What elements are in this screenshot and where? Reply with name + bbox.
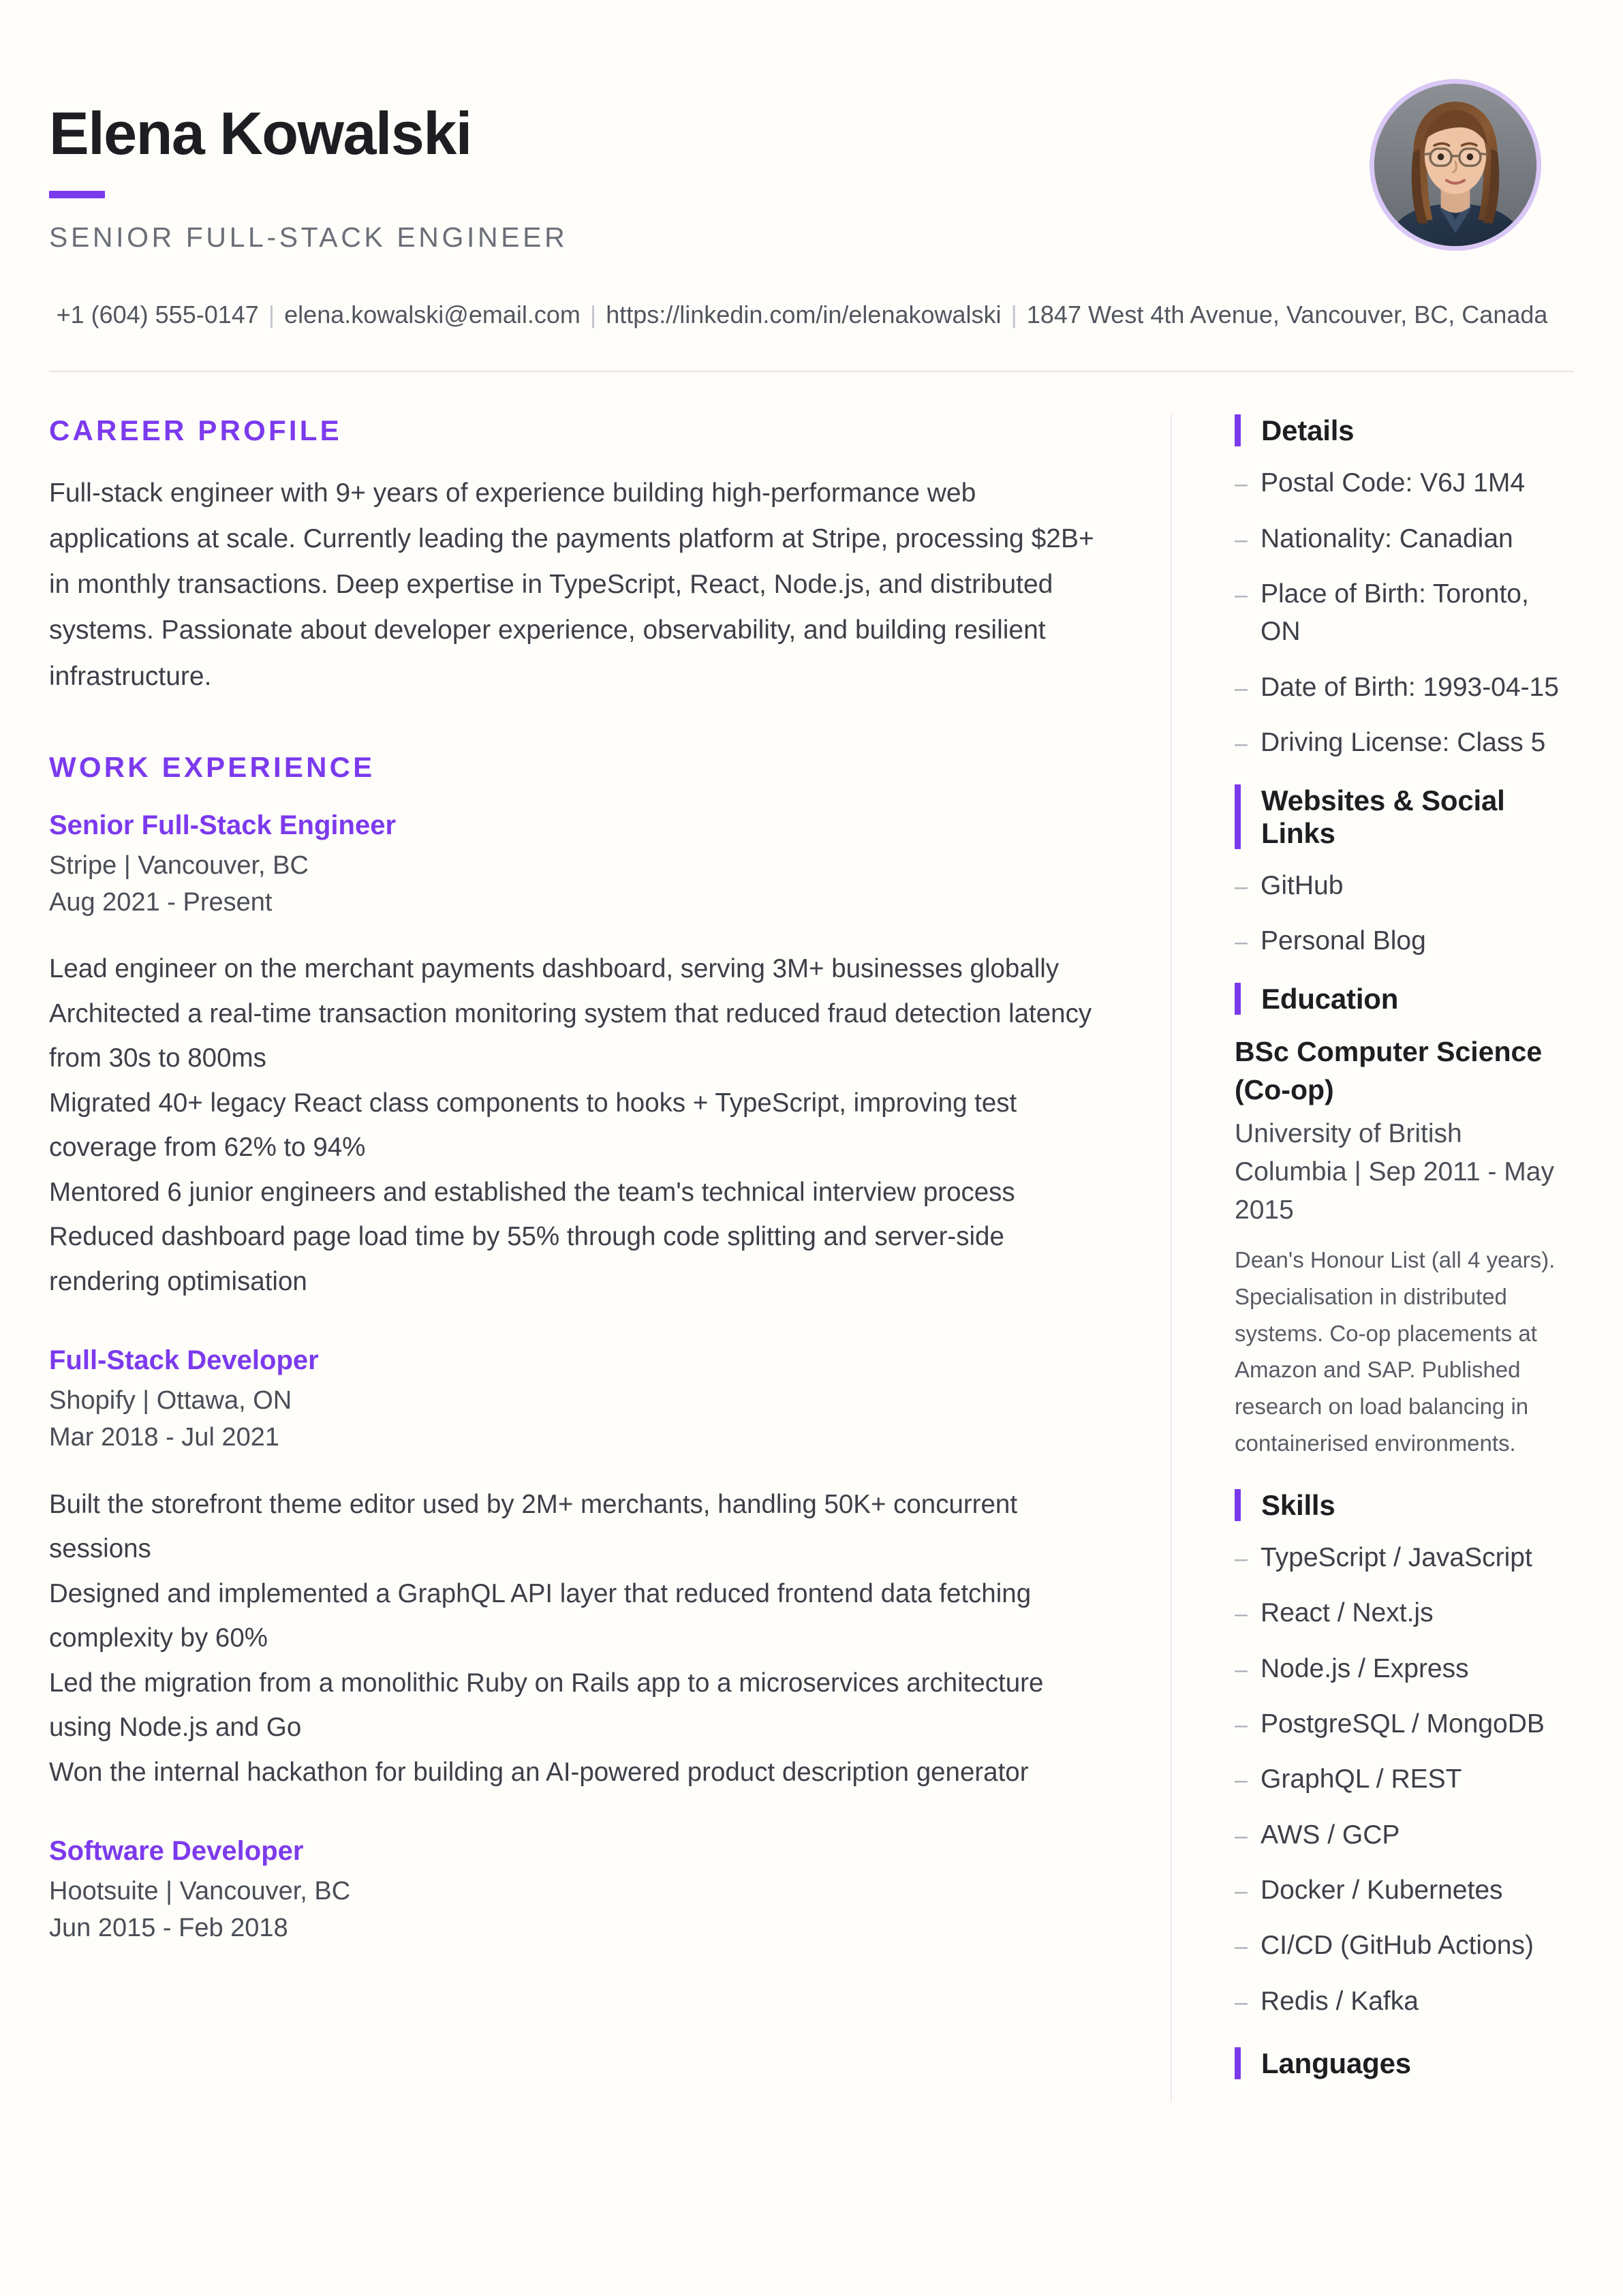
list-item <box>1235 1871 1567 1909</box>
work-experience-section <box>49 751 1096 1947</box>
languages-heading-label: Languages <box>1261 2047 1411 2080</box>
list-item[interactable] <box>1235 867 1567 904</box>
candidate-name: Elena Kowalski <box>49 100 472 167</box>
dash-icon: – <box>1235 1822 1248 1849</box>
contact-linkedin[interactable]: https://linkedin.com/in/elenakowalski <box>606 301 1002 329</box>
details-section <box>1235 414 1567 761</box>
dash-icon: – <box>1235 731 1248 757</box>
skills-section <box>1235 1489 1567 2020</box>
websites-list <box>1235 867 1567 960</box>
job-company-location: Stripe | Vancouver, BC <box>49 851 309 880</box>
languages-section <box>1235 2047 1567 2079</box>
avatar <box>1370 79 1541 251</box>
job-role: Software Developer <box>49 1835 304 1866</box>
list-item <box>1235 1539 1567 1576</box>
details-list <box>1235 464 1567 761</box>
websites-heading <box>1235 784 1567 848</box>
skill-value: PostgreSQL / MongoDB <box>1261 1709 1545 1739</box>
list-item <box>1235 520 1567 557</box>
dash-icon: – <box>1235 1711 1248 1738</box>
job-entry <box>49 807 1096 1304</box>
dash-icon: – <box>1235 1767 1248 1794</box>
dash-icon: – <box>1235 928 1248 955</box>
skill-value: Redis / Kafka <box>1261 1986 1419 2016</box>
list-item <box>1235 1816 1567 1854</box>
dash-icon: – <box>1235 1545 1248 1572</box>
dash-icon: – <box>1235 1601 1248 1627</box>
career-profile-text: Full-stack engineer with 9+ years of experience building high-performance web applications at scale. Currently leading the payments platform at Stripe, processing $2B+ in monthly transactions. Deep expertise in TypeScript, React, Node.js, and distributed systems. Passionate about developer experience, observability, and building resilient infrastructure. <box>49 478 1094 691</box>
skill-value: TypeScript / JavaScript <box>1261 1542 1532 1572</box>
list-item <box>1235 1705 1567 1743</box>
skill-value: AWS / GCP <box>1261 1820 1400 1850</box>
details-heading-label: Details <box>1261 414 1355 447</box>
languages-heading <box>1235 2047 1567 2079</box>
detail-value: Date of Birth: 1993-04-15 <box>1261 672 1559 702</box>
website-link[interactable]: Personal Blog <box>1261 925 1426 955</box>
education-section <box>1235 983 1567 1462</box>
contact-email[interactable]: elena.kowalski@email.com <box>284 301 581 329</box>
education-heading <box>1235 983 1567 1015</box>
job-dates: Jun 2015 - Feb 2018 <box>49 1913 288 1942</box>
dash-icon: – <box>1235 675 1248 701</box>
education-degree: BSc Computer Science (Co-op) <box>1235 1036 1543 1106</box>
skill-value: GraphQL / REST <box>1261 1764 1462 1794</box>
detail-value: Place of Birth: Toronto, ON <box>1261 579 1529 647</box>
list-item <box>1235 1983 1567 2020</box>
list-item <box>1235 1760 1567 1798</box>
list-item[interactable] <box>1235 922 1567 960</box>
job-bullets <box>49 947 1096 1304</box>
dash-icon: – <box>1235 1656 1248 1683</box>
dash-icon: – <box>1235 1989 1248 2015</box>
career-profile-heading: CAREER PROFILE <box>49 414 342 447</box>
dash-icon: – <box>1235 873 1248 900</box>
skill-value: React / Next.js <box>1261 1598 1434 1628</box>
website-link[interactable]: GitHub <box>1261 870 1344 900</box>
contact-phone: +1 (604) 555-0147 <box>56 301 259 329</box>
job-entry <box>49 1342 1096 1794</box>
job-bullets <box>49 1482 1096 1794</box>
list-item <box>1235 464 1567 502</box>
name-block <box>49 102 568 254</box>
education-institution: University of British Columbia | Sep 2011 - May 2015 <box>1235 1118 1554 1225</box>
skill-value: CI/CD (GitHub Actions) <box>1261 1931 1534 1961</box>
sidebar-column <box>1235 414 1574 2102</box>
detail-value: Driving License: Class 5 <box>1261 728 1546 758</box>
header-divider <box>49 371 1574 372</box>
accent-bar-icon <box>1235 2047 1241 2079</box>
work-experience-heading: WORK EXPERIENCE <box>49 750 375 783</box>
dash-icon: – <box>1235 471 1248 498</box>
job-dates: Mar 2018 - Jul 2021 <box>49 1422 279 1452</box>
job-bullet: Built the storefront theme editor used by 2M+ merchants, handling 50K+ concurrent sessions <box>49 1489 1018 1564</box>
skill-value: Node.js / Express <box>1261 1653 1469 1683</box>
accent-bar-icon <box>1235 414 1241 446</box>
detail-value: Nationality: Canadian <box>1261 523 1513 553</box>
contact-address: 1847 West 4th Avenue, Vancouver, BC, Canada <box>1026 301 1548 329</box>
accent-underline <box>49 191 105 198</box>
skill-value: Docker / Kubernetes <box>1261 1876 1503 1905</box>
job-bullet: Won the internal hackathon for building an AI-powered product description generator <box>49 1757 1029 1787</box>
contact-separator: | <box>268 301 275 329</box>
skills-list <box>1235 1539 1567 2020</box>
accent-bar-icon <box>1235 1489 1241 1521</box>
job-role: Full-Stack Developer <box>49 1345 319 1375</box>
job-bullet: Mentored 6 junior engineers and established the team's technical interview process <box>49 1177 1015 1207</box>
job-bullet: Designed and implemented a GraphQL API layer that reduced frontend data fetching complexity by 60% <box>49 1578 1032 1653</box>
job-role: Senior Full-Stack Engineer <box>49 810 397 840</box>
career-profile-section <box>49 414 1096 699</box>
column-divider <box>1171 414 1172 2102</box>
job-bullet: Led the migration from a monolithic Ruby on Rails app to a microservices architecture using Node.js and Go <box>49 1668 1044 1743</box>
dash-icon: – <box>1235 1878 1248 1905</box>
list-item <box>1235 724 1567 761</box>
resume-header <box>49 0 1574 372</box>
contact-line <box>49 296 1574 334</box>
contact-separator: | <box>1010 301 1017 329</box>
job-bullet: Migrated 40+ legacy React class components to hooks + TypeScript, improving test coverage from 62% to 94% <box>49 1088 1017 1163</box>
candidate-job-title: SENIOR FULL-STACK ENGINEER <box>49 221 568 254</box>
detail-value: Postal Code: V6J 1M4 <box>1261 468 1526 498</box>
list-item <box>1235 1650 1567 1687</box>
education-heading-label: Education <box>1261 983 1399 1015</box>
websites-heading-label: Websites & Social Links <box>1261 784 1505 849</box>
accent-bar-icon <box>1235 784 1241 848</box>
list-item <box>1235 669 1567 706</box>
skills-heading <box>1235 1489 1567 1521</box>
job-bullet: Reduced dashboard page load time by 55% through code splitting and server-side rendering optimisation <box>49 1222 1004 1296</box>
resume-body <box>49 414 1574 2102</box>
job-bullet: Lead engineer on the merchant payments dashboard, serving 3M+ businesses globally <box>49 954 1060 984</box>
dash-icon: – <box>1235 581 1248 608</box>
dash-icon: – <box>1235 1933 1248 1960</box>
job-company-location: Shopify | Ottawa, ON <box>49 1386 292 1415</box>
dash-icon: – <box>1235 526 1248 553</box>
education-description: Dean's Honour List (all 4 years). Specialisation in distributed systems. Co-op placements at Amazon and SAP. Published research on load balancing in containerised environments. <box>1235 1247 1556 1456</box>
accent-bar-icon <box>1235 983 1241 1015</box>
websites-section <box>1235 784 1567 960</box>
job-dates: Aug 2021 - Present <box>49 887 273 917</box>
list-item <box>1235 575 1567 651</box>
contact-separator: | <box>589 301 597 329</box>
list-item <box>1235 1927 1567 1964</box>
job-company-location: Hootsuite | Vancouver, BC <box>49 1876 351 1905</box>
skills-heading-label: Skills <box>1261 1488 1335 1521</box>
portrait-photo-icon <box>1374 84 1536 246</box>
main-column <box>49 414 1171 2102</box>
details-heading <box>1235 414 1567 446</box>
job-bullet: Architected a real-time transaction monitoring system that reduced fraud detection latency from 30s to 800ms <box>49 998 1092 1073</box>
job-entry <box>49 1833 1096 1947</box>
list-item <box>1235 1594 1567 1632</box>
